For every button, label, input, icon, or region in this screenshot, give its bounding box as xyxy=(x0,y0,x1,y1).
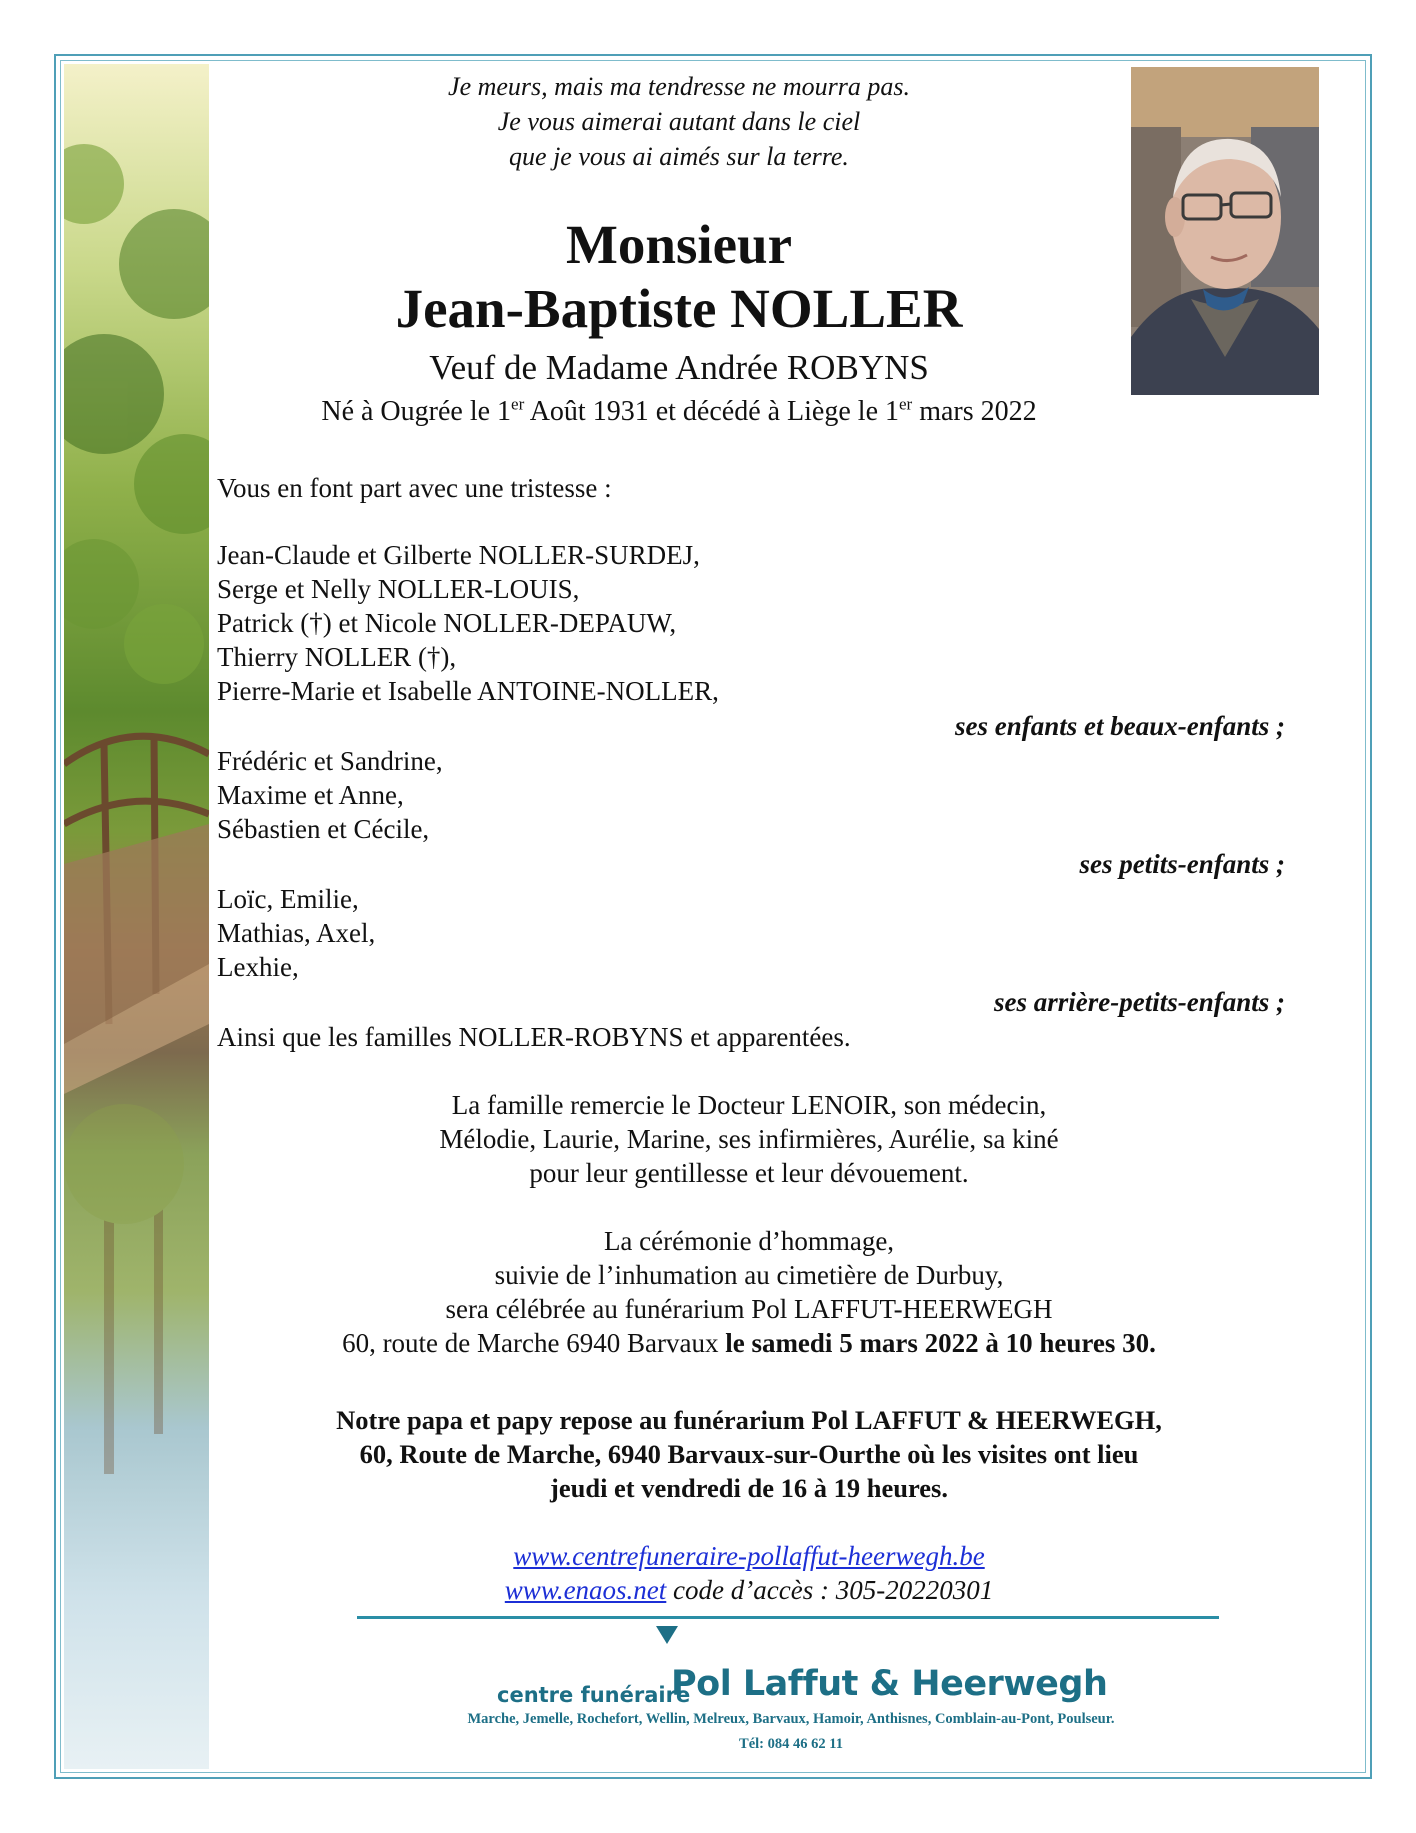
announcement-intro: Vous en font part avec une tristesse : xyxy=(217,473,612,503)
widow-line: Veuf de Madame Andrée ROBYNS xyxy=(429,348,929,387)
dates-superscript: er xyxy=(899,394,913,414)
ceremony-line: La cérémonie d’hommage, xyxy=(603,1226,895,1256)
ceremony-line: sera célébrée au funérarium Pol LAFFUT-HEERWEGH xyxy=(445,1294,1053,1324)
thanks-line: La famille remercie le Docteur LENOIR, son médecin, xyxy=(451,1090,1047,1120)
visits-line: jeudi et vendredi de 16 à 19 heures. xyxy=(550,1473,948,1503)
visits-line: 60, Route de Marche, 6940 Barvaux-sur-Ourthe où les visites ont lieu xyxy=(359,1439,1139,1469)
funeral-home-logo xyxy=(360,1625,1222,1755)
families-line: Ainsi que les familles NOLLER-ROBYNS et apparentées. xyxy=(217,1022,851,1052)
birth-death-dates xyxy=(209,395,1149,429)
dates-part: mars 2022 xyxy=(912,396,1037,427)
triangle-logo-icon xyxy=(655,1625,679,1645)
dates-part: Août 1931 et décédé à Liège le 1 xyxy=(524,396,899,427)
family-member: Lexhie, xyxy=(217,952,299,982)
family-member: Serge et Nelly NOLLER-LOUIS, xyxy=(217,574,580,604)
ceremony-line: suivie de l’inhumation au cimetière de Durbuy, xyxy=(494,1260,1004,1290)
logo-phone: Tél: 084 46 62 11 xyxy=(739,1736,843,1752)
family-member: Frédéric et Sandrine, xyxy=(217,746,443,776)
funeral-home-website-link[interactable]: www.centrefuneraire-pollaffut-heerwegh.be xyxy=(513,1541,985,1571)
website-line xyxy=(209,1539,1289,1573)
dates-part: Né à Ougrée le 1 xyxy=(321,396,512,427)
ceremony-address: 60, route de Marche 6940 Barvaux xyxy=(342,1328,726,1358)
deceased-name: Jean-Baptiste NOLLER xyxy=(395,278,963,339)
logo-prefix: centre funéraire xyxy=(497,1683,691,1707)
access-code: code d’accès : 305-20220301 xyxy=(666,1575,994,1605)
relation-label-great-grandchildren: ses arrière-petits-enfants ; xyxy=(994,987,1285,1017)
family-member: Sébastien et Cécile, xyxy=(217,814,430,844)
logo-name: Pol Laffut & Heerwegh xyxy=(671,1664,1108,1704)
honorific-title: Monsieur xyxy=(565,214,793,275)
side-landscape-image xyxy=(64,64,209,1769)
ceremony-datetime: le samedi 5 mars 2022 à 10 heures 30. xyxy=(725,1328,1156,1358)
family-member: Patrick (†) et Nicole NOLLER-DEPAUW, xyxy=(217,608,677,638)
family-member: Mathias, Axel, xyxy=(217,918,376,948)
visits-line: Notre papa et papy repose au funérarium Pol LAFFUT & HEERWEGH, xyxy=(336,1405,1162,1435)
enaos-line xyxy=(209,1573,1289,1607)
poem-line: que je vous ai aimés sur la terre. xyxy=(509,142,849,171)
thanks-line: pour leur gentillesse et leur dévouement. xyxy=(529,1158,969,1188)
logo-towns: Marche, Jemelle, Rochefort, Wellin, Melreux, Barvaux, Hamoir, Anthisnes, Comblain-au-Pont, Poulseur. xyxy=(467,1711,1115,1727)
family-member: Jean-Claude et Gilberte NOLLER-SURDEJ, xyxy=(217,540,700,570)
family-member: Maxime et Anne, xyxy=(217,780,404,810)
enaos-link[interactable]: www.enaos.net xyxy=(504,1575,667,1605)
family-member: Thierry NOLLER (†), xyxy=(217,642,457,672)
ceremony-date-line xyxy=(209,1326,1289,1360)
poem-line: Je meurs, mais ma tendresse ne mourra pas. xyxy=(448,72,910,101)
poem-line: Je vous aimerai autant dans le ciel xyxy=(497,107,861,136)
family-member: Loïc, Emilie, xyxy=(217,884,359,914)
relation-label-children: ses enfants et beaux-enfants ; xyxy=(955,711,1285,741)
poem xyxy=(209,69,1149,174)
footer-divider xyxy=(357,1616,1219,1619)
family-member: Pierre-Marie et Isabelle ANTOINE-NOLLER, xyxy=(217,676,719,706)
relation-label-grandchildren: ses petits-enfants ; xyxy=(1079,849,1285,879)
dates-superscript: er xyxy=(511,394,525,414)
portrait-photo xyxy=(1131,67,1319,395)
thanks-line: Mélodie, Laurie, Marine, ses infirmières, Aurélie, sa kiné xyxy=(439,1124,1059,1154)
